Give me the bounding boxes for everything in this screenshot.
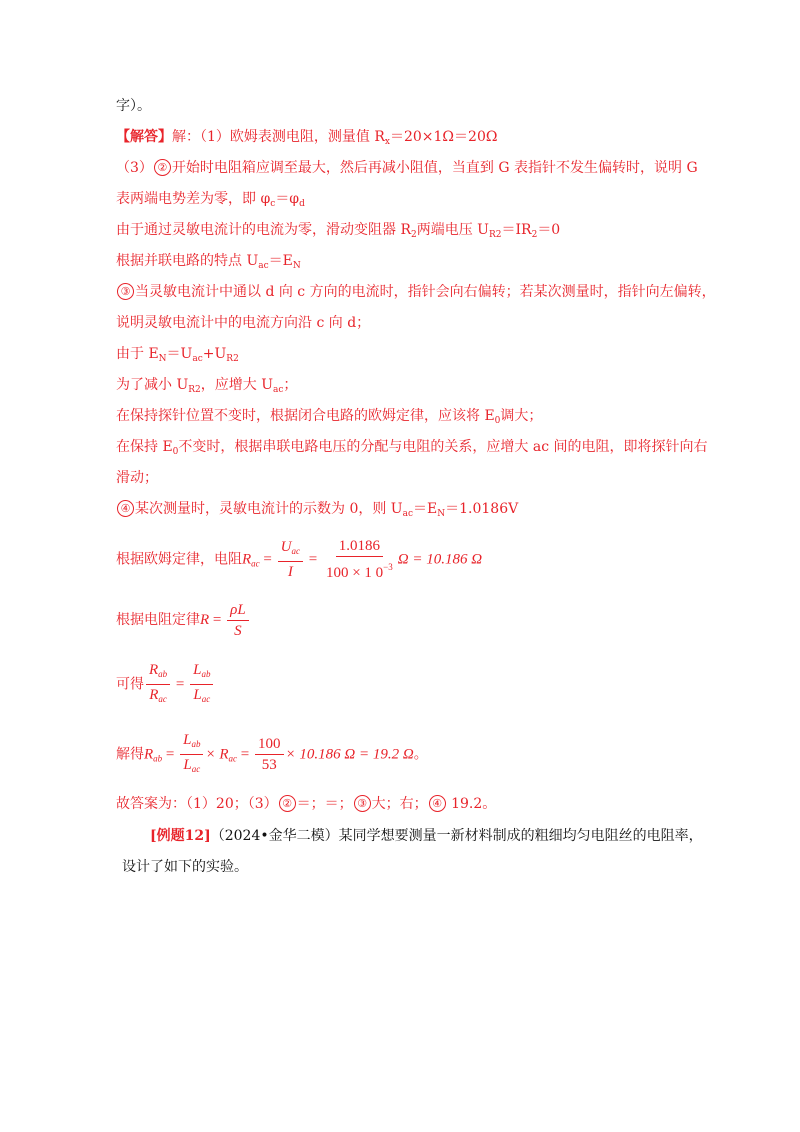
- fraction: $\frac{R_{ab}}{R_{ac}}$: [146, 660, 170, 709]
- answer-line-4: 由于通过灵敏电流计的电流为零，滑动变阻器 $R_2$两端电压 $U_{R2}=IR_2=0$: [116, 222, 561, 240]
- formula-ohms-law: 根据欧姆定律，电阻$R_{ac}$ = $\frac{U_{ac}}{I}$ = $\frac{1.0186}{100 \times 1 0^{-3}}$ Ω = 10.186 Ω: [116, 538, 483, 581]
- answer-tag: 【解答】: [116, 129, 172, 145]
- line-0: 字）。: [116, 98, 151, 114]
- fraction: $\frac{L_{ab}}{L_{ac}}$: [180, 730, 203, 779]
- formula-resistance-law: 根据电阻定律R = $\frac{\rho L}{S}$: [116, 598, 251, 642]
- circled-number: ④: [429, 795, 446, 812]
- answer-line-5: 根据并联电路的特点 $U_{ac}=E_N$: [116, 253, 301, 271]
- formula-ratio: 可得 $\frac{R_{ab}}{R_{ac}}$ = $\frac{L_{ab}}{L_{ac}}$: [116, 660, 215, 709]
- fraction: $\frac{\rho L}{S}$: [227, 600, 249, 641]
- circled-number: ③: [354, 795, 371, 812]
- circled-number: ②: [154, 159, 171, 176]
- answer-line-11: 在保持 $E_0$不变时，根据串联电路电压的分配与电阻的关系，应增大 ac 间的电阻，即将探针向右: [116, 439, 708, 457]
- circled-number: ③: [117, 283, 134, 300]
- answer-line-12: 滑动；: [116, 470, 158, 486]
- circled-number: ②: [279, 795, 296, 812]
- answer-line-13: ④ 某次测量时，灵敏电流计的示数为 0，则 $U_{ac}=E_N=1.0186V$: [116, 499, 518, 524]
- answer-line-8: 由于 $E_N=U_{ac}+U_{R2}$: [116, 346, 239, 364]
- formula-result: 解得$R_{ab}$ = $\frac{L_{ab}}{L_{ac}}$ × $R_{ac}$ = $\frac{100}{53}$ × 10.186 Ω = 19.2 Ω。: [116, 730, 428, 781]
- example-12-heading: [例题12]（2024•金华二模）某同学想要测量一新材料制成的粗细均匀电阻丝的电阻率，: [150, 828, 703, 844]
- answer-line-3: 表两端电势差为零，即 $\varphi_c=\varphi_d$: [116, 191, 305, 209]
- answer-line-2: （3） ② 开始时电阻箱应调至最大，然后再减小阻值，当直到 G 表指针不发生偏转时，说明 G: [116, 160, 698, 176]
- example-tag: [例题12]: [150, 828, 211, 844]
- fraction: $\frac{1.0186}{100 \times 1 0^{-3}}$: [325, 538, 393, 581]
- fraction: $\frac{U_{ac}}{I}$: [278, 537, 303, 582]
- answer-line-9: 为了减小 $U_{R2}$，应增大 $U_{ac}$；: [116, 377, 298, 395]
- answer-line-6: ③ 当灵敏电流计中通以 d 向 c 方向的电流时，指针会向右偏转；若某次测量时，指针向左偏转，: [116, 282, 716, 302]
- answer-summary: 故答案为：（1）20；（3） ② ＝；＝； ③ 大；右； ④ 19.2。: [116, 796, 497, 812]
- example-12-line2: 设计了如下的实验。: [122, 859, 248, 875]
- answer-line-1: 【解答】解：（1）欧姆表测电阻，测量值 $R_x=20\times 1\Omega=20\Omega$: [116, 129, 498, 147]
- answer-line-10: 在保持探针位置不变时，根据闭合电路的欧姆定律，应该将 $E_0$调大；: [116, 408, 543, 426]
- fraction: $\frac{100}{53}$: [255, 734, 284, 775]
- fraction: $\frac{L_{ab}}{L_{ac}}$: [190, 660, 213, 709]
- answer-line-7: 说明灵敏电流计中的电流方向沿 c 向 d；: [116, 315, 371, 331]
- circled-number: ④: [117, 500, 134, 517]
